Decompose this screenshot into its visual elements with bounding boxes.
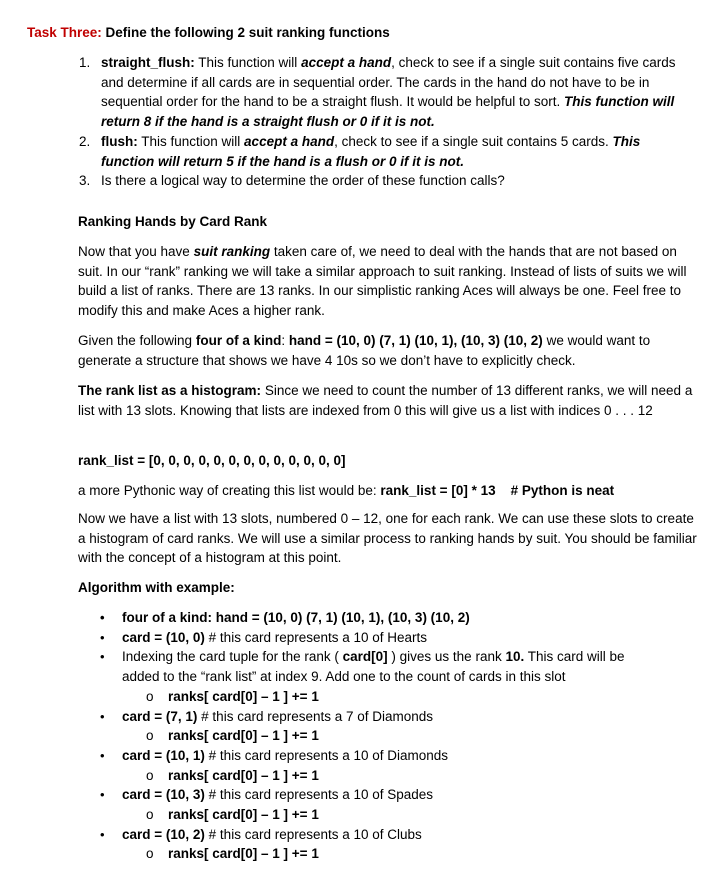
bullet-icon: • <box>100 610 105 625</box>
list-item <box>0 746 662 766</box>
text: , check to see if a single suit contains 5 cards. <box>334 133 613 149</box>
list-number: 3. <box>79 173 91 189</box>
emphasis: This function will return 5 if the hand is a flush or 0 if it is not. <box>101 133 641 169</box>
text: Indexing the card tuple for the rank ( <box>122 649 343 665</box>
list-item <box>0 785 662 805</box>
text: Given the following <box>78 333 196 348</box>
list-item <box>0 647 662 686</box>
comment: # this card represents a 10 of Hearts <box>204 629 428 645</box>
emphasis: accept a hand <box>244 133 335 149</box>
code-line: rank_list = [0, 0, 0, 0, 0, 0, 0, 0, 0, 0, 0, 0, 0] <box>78 453 346 468</box>
function-name: straight_flush: <box>101 55 195 70</box>
paragraph: Now we have a list with 13 slots, numbered 0 – 12, one for each rank. We can use these slots to create a histogram of card ranks. We will use a similar process to ranking hands by suit. You should be familiar with the concept of a histogram at this point. <box>78 511 697 566</box>
code: ranks[ card[0] – 1 ] += 1 <box>168 767 319 783</box>
bullet-icon: • <box>100 826 105 842</box>
section-heading: Algorithm with example: <box>78 580 235 595</box>
section-heading: Ranking Hands by Card Rank <box>78 214 268 229</box>
list-item <box>0 707 662 727</box>
paragraph <box>78 481 698 501</box>
code: card = (10, 0) <box>122 629 205 645</box>
text: : <box>281 333 289 348</box>
comment: # this card represents a 10 of Spades <box>204 787 434 803</box>
emphasis: This function will return 8 if the hand is a straight flush or 0 if it is not. <box>101 94 675 130</box>
task-list <box>0 53 725 191</box>
text: , check to see if a single suit contains five cards and determine if all cards are in sequential order. The cards in the hand do not have to be in sequential order for the hand to be a straight flush. It would be helpful to sort. <box>101 55 676 110</box>
circle-bullet-icon: o <box>146 846 154 862</box>
function-name: flush: <box>101 133 138 149</box>
task-title-text: Define the following 2 suit ranking functions <box>101 25 390 40</box>
bullet-icon: • <box>100 629 105 645</box>
text: This function will <box>194 55 302 70</box>
code: card = (10, 1) <box>122 747 205 763</box>
code: ranks[ card[0] – 1 ] += 1 <box>168 728 319 744</box>
text: four of a kind: hand = (10, 0) (7, 1) (10, 1), (10, 3) (10, 2) <box>122 610 470 625</box>
code: hand = (10, 0) (7, 1) (10, 1), (10, 3) (10, 2) <box>288 333 543 348</box>
code: ranks[ card[0] – 1 ] += 1 <box>168 807 319 823</box>
list-item <box>0 608 662 628</box>
code: card = (10, 2) <box>122 826 205 842</box>
sub-item <box>0 844 725 864</box>
text: This function will <box>137 133 245 149</box>
sub-item <box>0 726 725 746</box>
emphasis: four of a kind <box>195 333 282 348</box>
emphasis: 10. <box>505 649 525 665</box>
algorithm-list <box>0 608 725 864</box>
text: This card will be added to the “rank list” at index 9. Add one to the count of cards in this slot <box>122 649 625 685</box>
text: we would want to generate a structure that shows we have 4 10s so we don’t have to explicitly check. <box>78 333 651 368</box>
sub-item <box>0 805 725 825</box>
bullet-icon: • <box>100 787 105 803</box>
bullet-icon: • <box>100 649 105 665</box>
comment: # this card represents a 10 of Clubs <box>204 826 422 842</box>
text: a more Pythonic way of creating this list would be: <box>78 483 381 498</box>
circle-bullet-icon: o <box>146 767 154 783</box>
bullet-icon: • <box>100 708 105 724</box>
text: ) gives us the rank <box>387 649 506 665</box>
text: Is there a logical way to determine the order of these function calls? <box>101 173 505 189</box>
list-item <box>0 53 695 132</box>
sub-item <box>0 687 725 707</box>
task-label: Task Three: <box>27 25 102 40</box>
code: card = (7, 1) <box>122 708 198 724</box>
text: Since we need to count the number of 13 different ranks, we will need a list with 13 slots. Knowing that lists are indexed from 0 this will give us a list with indices 0 . . . 12 <box>78 383 693 418</box>
code: card = (10, 3) <box>122 787 205 803</box>
code: card[0] <box>342 649 388 665</box>
list-item <box>0 171 695 191</box>
paragraph <box>78 242 698 321</box>
text: taken care of, we need to deal with the hands that are not based on suit. In our “rank” ranking we will take a similar approach to suit ranking. Instead of lists of suits we will build a list of ranks. There are 13 ranks. In our simplistic ranking Aces will always be one. Feel free to modify this and make Aces a higher rank. <box>78 244 687 319</box>
paragraph <box>78 381 698 420</box>
circle-bullet-icon: o <box>146 728 154 744</box>
task-title <box>27 24 390 42</box>
paragraph <box>78 331 698 370</box>
circle-bullet-icon: o <box>146 807 154 823</box>
sub-item <box>0 766 725 786</box>
comment: # this card represents a 10 of Diamonds <box>204 747 449 763</box>
code: ranks[ card[0] – 1 ] += 1 <box>168 688 319 704</box>
emphasis: accept a hand <box>301 55 392 70</box>
comment: # this card represents a 7 of Diamonds <box>197 708 434 724</box>
text: Now that you have <box>78 244 194 259</box>
bullet-icon: • <box>100 747 105 763</box>
emphasis: suit ranking <box>193 244 271 259</box>
code: ranks[ card[0] – 1 ] += 1 <box>168 846 319 862</box>
list-item <box>0 825 662 845</box>
list-number: 1. <box>79 55 91 70</box>
list-item <box>0 628 662 648</box>
emphasis: The rank list as a histogram: <box>78 383 262 398</box>
code: rank_list = [0] * 13 # Python is neat <box>380 483 615 498</box>
circle-bullet-icon: o <box>146 688 154 704</box>
list-number: 2. <box>79 133 91 149</box>
list-item <box>0 132 695 171</box>
